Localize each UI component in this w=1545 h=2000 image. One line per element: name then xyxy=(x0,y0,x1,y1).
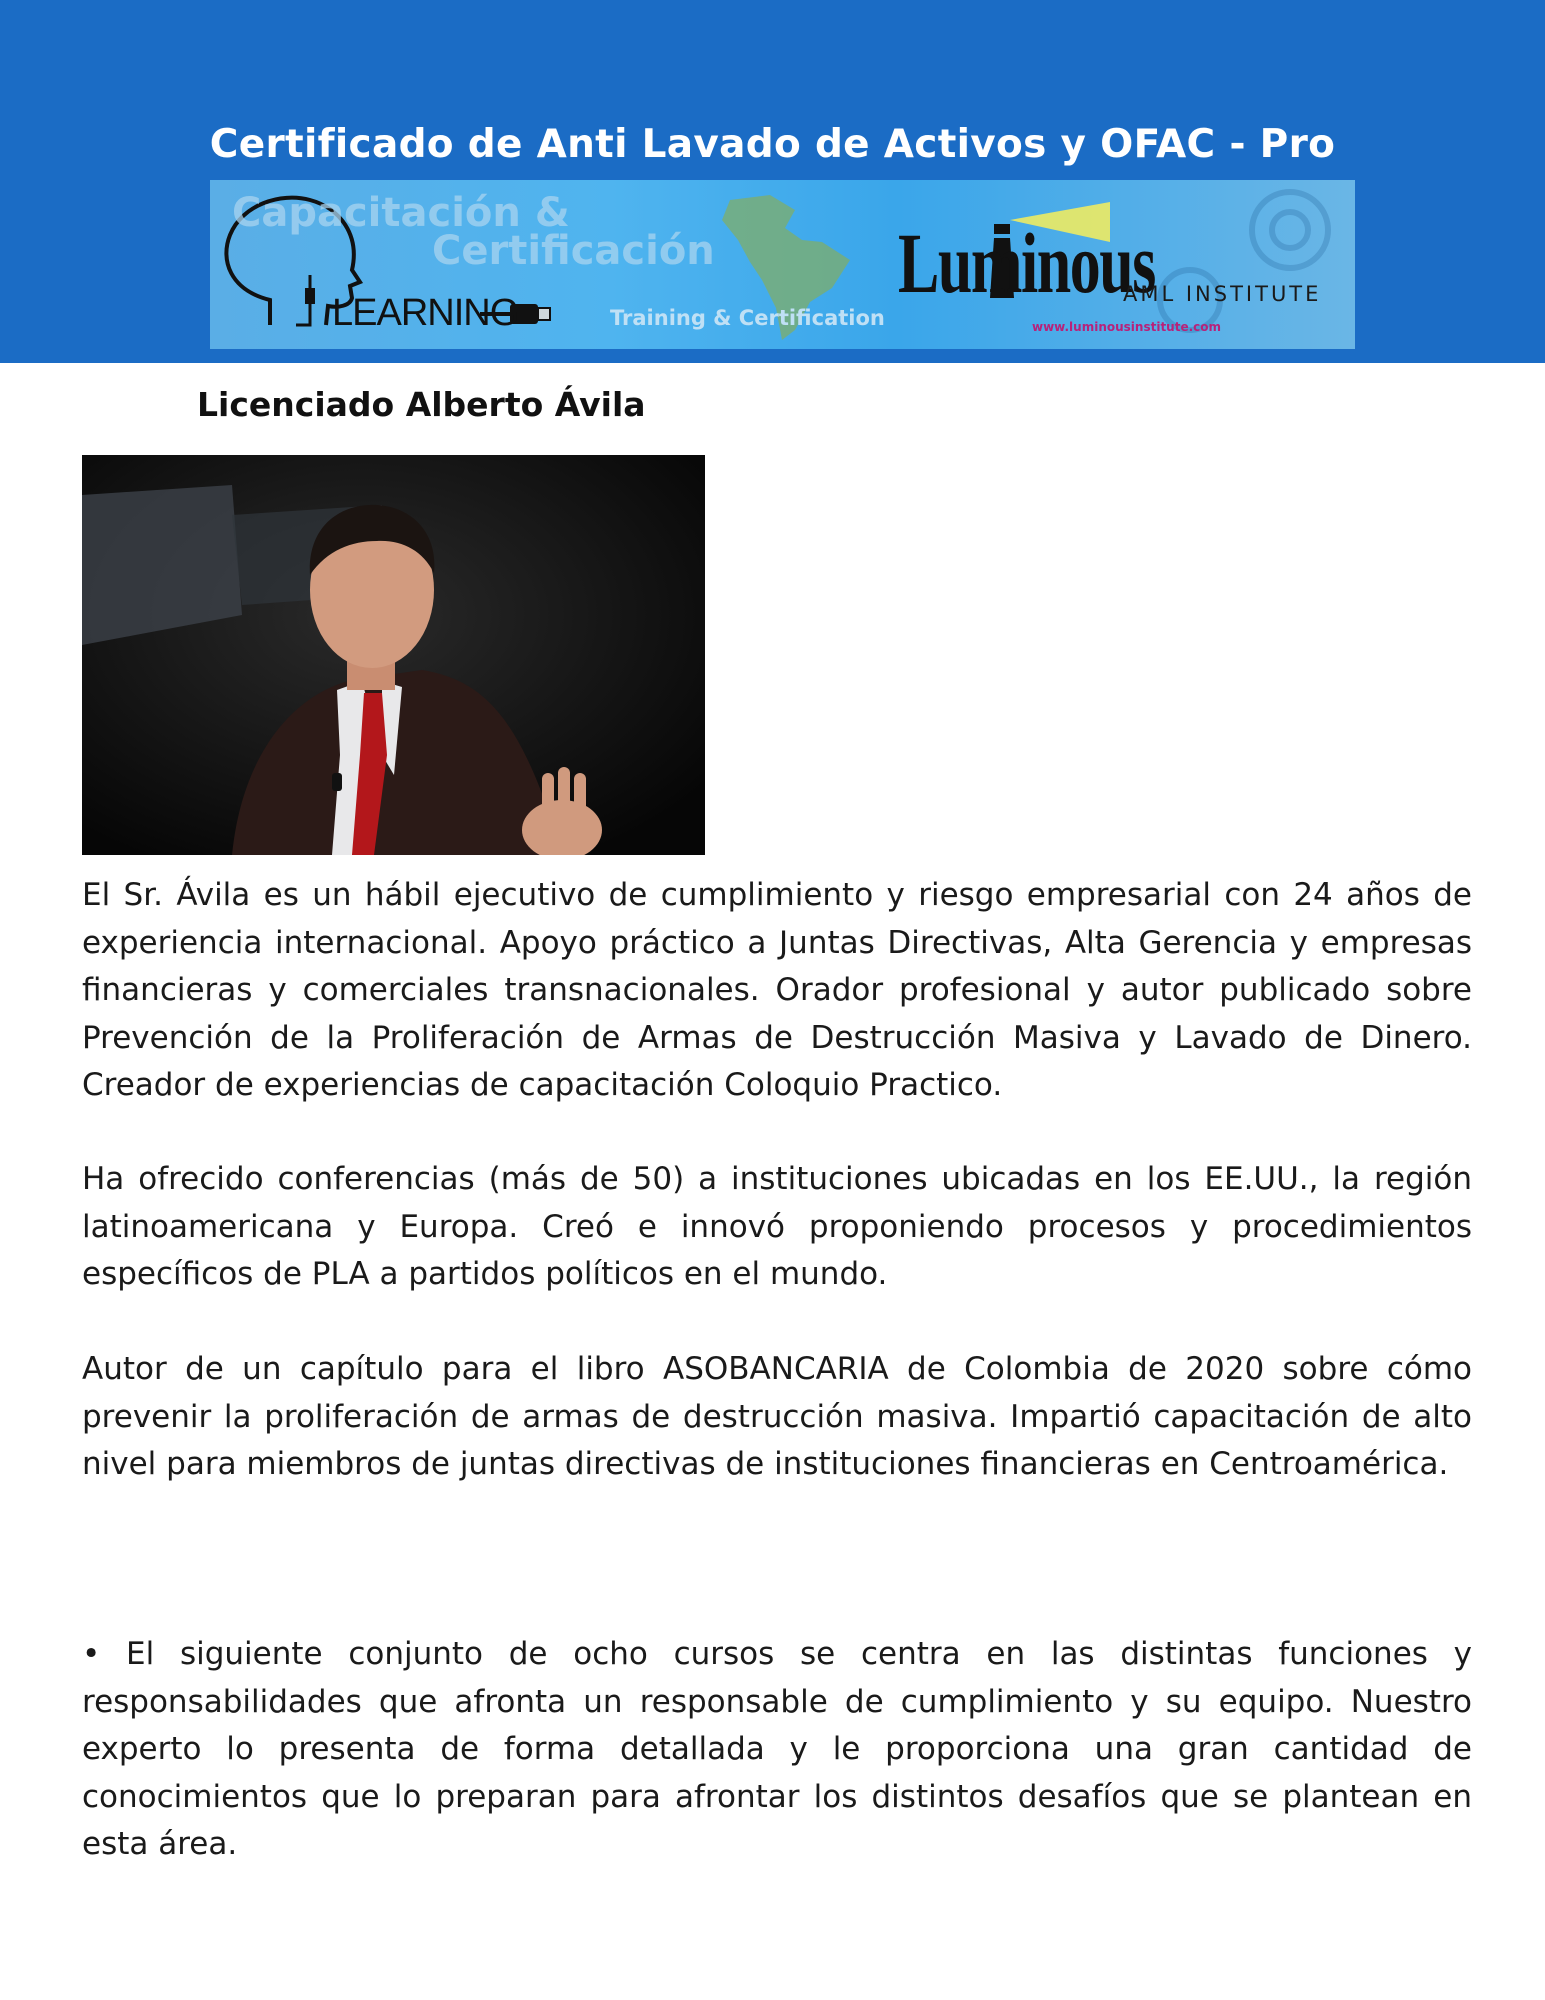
speaker-name: Licenciado Alberto Ávila xyxy=(197,385,646,424)
banner-certificacion: Certificación xyxy=(432,228,715,274)
header-bar xyxy=(0,0,1545,363)
banner-capacitacion: Capacitación & xyxy=(232,190,570,236)
banner-learning: LEARNING xyxy=(332,292,519,334)
banner-brand-sub: AML INSTITUTE xyxy=(1123,282,1322,306)
luminous-banner xyxy=(210,180,1355,349)
gear-icon xyxy=(1160,192,1328,330)
bio-paragraph-1: El Sr. Ávila es un hábil ejecutivo de cumplimiento y riesgo empresarial con 24 años de experiencia internacional. Apoyo práctico a Juntas Directivas, Alta Gerencia y empresas financieras y comerciales transnacionales. Orador profesional y autor publicado sobre Prevención de la Proliferación de Armas de Destrucción Masiva y Lavado de Dinero. Creador de experiencias de capacitación Coloquio Practico. xyxy=(82,877,1472,1103)
speaker-portrait-graphic xyxy=(82,455,705,855)
page-title: Certificado de Anti Lavado de Activos y OFAC - Pro xyxy=(209,122,1336,167)
banner-training: Training & Certification xyxy=(610,306,885,330)
courses-bullet: • El siguiente conjunto de ocho cursos se centra en las distintas funciones y responsabilidades que afronta un responsable de cumplimiento y su equipo. Nuestro experto lo presenta de forma detallada y le proporciona una gran cantidad de conocimientos que lo preparan para afrontar los distintos desafíos que se plantean en esta área. xyxy=(82,1636,1472,1862)
bio-paragraph-3: Autor de un capítulo para el libro ASOBANCARIA de Colombia de 2020 sobre cómo prevenir la proliferación de armas de destrucción masiva. Impartió capacitación de alto nivel para miembros de juntas directivas de instituciones financieras en Centroamérica. xyxy=(82,1351,1472,1482)
speaker-photo xyxy=(82,455,705,855)
banner-brand-logo: Luminous xyxy=(898,215,1155,311)
banner-url: www.luminousinstitute.com xyxy=(1032,320,1222,334)
bio-paragraph-2: Ha ofrecido conferencias (más de 50) a instituciones ubicadas en los EE.UU., la región latinoamericana y Europa. Creó e innovó proponiendo procesos y procedimientos específicos de PLA a partidos políticos en el mundo. xyxy=(82,1161,1472,1292)
